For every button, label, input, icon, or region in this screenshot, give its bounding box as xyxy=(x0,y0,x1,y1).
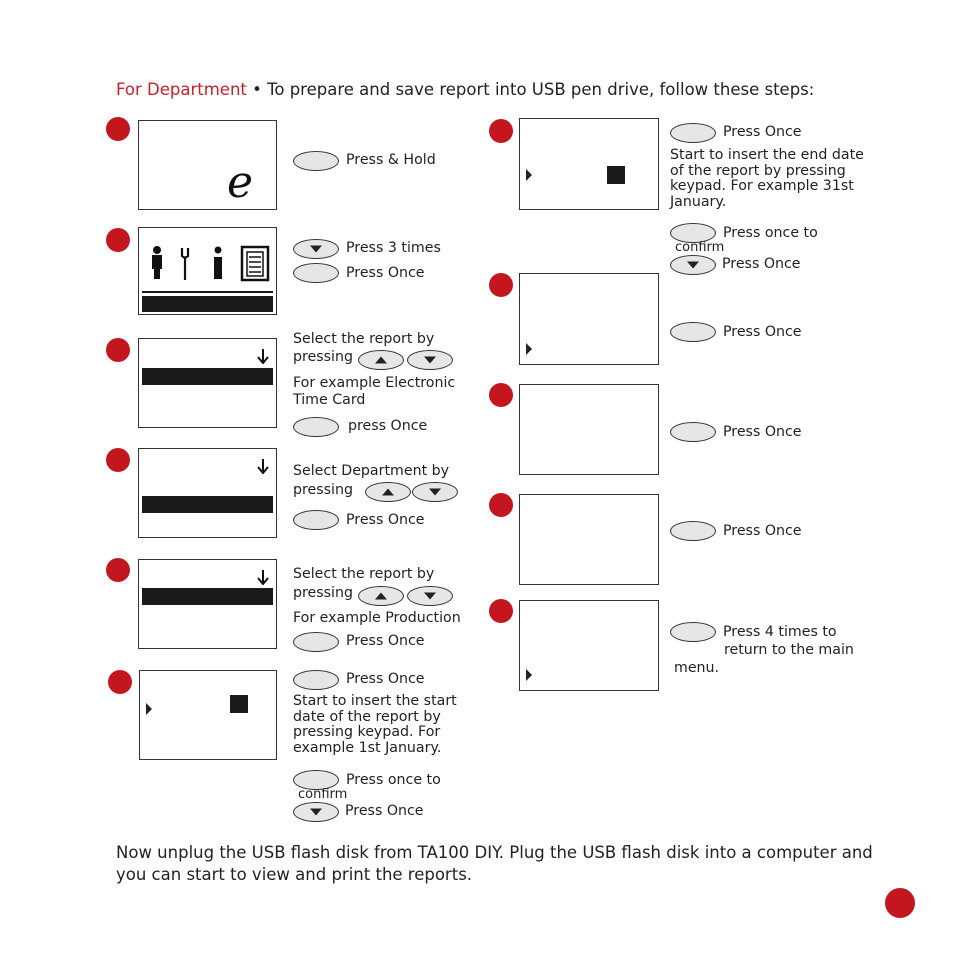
outro-text: Now unplug the USB flash disk from TA100 DIY. Plug the USB flash disk into a computer and you can start to view and print the reports. xyxy=(116,843,873,884)
down-button[interactable] xyxy=(407,586,453,606)
selection-bar xyxy=(142,588,273,605)
step11-press-label-b: return to the main xyxy=(724,642,854,658)
step-dot-8 xyxy=(489,273,513,297)
info-icon xyxy=(214,247,222,280)
step8-press-label: Press Once xyxy=(723,324,802,340)
step-dot-6 xyxy=(108,670,132,694)
step1-press-label: Press & Hold xyxy=(346,152,436,168)
step5-press-label: Press Once xyxy=(346,633,425,649)
wrench-icon xyxy=(182,248,188,280)
step2-press-label-2: Press Once xyxy=(346,265,425,281)
step3-press-label: press Once xyxy=(348,418,428,434)
ok-button[interactable] xyxy=(293,510,339,530)
selection-bar xyxy=(142,496,273,513)
document-icon xyxy=(242,247,268,280)
down-button[interactable] xyxy=(412,482,458,502)
step-dot-3 xyxy=(106,338,130,362)
ok-button[interactable] xyxy=(293,632,339,652)
step2-press-label-1: Press 3 times xyxy=(346,240,441,256)
screen-8 xyxy=(519,273,659,365)
scroll-down-arrow-icon xyxy=(257,458,269,474)
input-cursor xyxy=(607,166,625,184)
ok-button[interactable] xyxy=(293,417,339,437)
screen-3 xyxy=(138,338,277,428)
step-dot-7 xyxy=(489,119,513,143)
step4-press-label: Press Once xyxy=(346,512,425,528)
down-button[interactable] xyxy=(407,350,453,370)
intro-accent: For Department xyxy=(116,80,247,99)
down-button[interactable] xyxy=(670,255,716,275)
logo-e-icon: e xyxy=(227,157,254,208)
step3-example-label: For example Electronic Time Card xyxy=(293,375,456,408)
step7-confirm-label-2: confirm xyxy=(675,240,725,255)
step6-desc: Start to insert the start date of the report by pressing keypad. For example 1st January. xyxy=(293,693,457,756)
step6-press-label-2: Press Once xyxy=(345,803,424,819)
down-button[interactable] xyxy=(293,802,339,822)
screen-10 xyxy=(519,494,659,585)
step-dot-4 xyxy=(106,448,130,472)
step7-press-label-2: Press Once xyxy=(722,256,801,272)
selection-bar xyxy=(142,296,273,312)
step6-confirm-label: Press once to xyxy=(346,772,441,788)
ok-button[interactable] xyxy=(670,422,716,442)
step5-select-label: Select the report by xyxy=(293,566,435,582)
step11-press-label-c: menu. xyxy=(674,660,720,676)
ok-button[interactable] xyxy=(293,263,339,283)
pointer-icon xyxy=(526,169,532,181)
screen-4 xyxy=(138,448,277,538)
scroll-down-arrow-icon xyxy=(257,569,269,585)
menu-button[interactable] xyxy=(670,622,716,642)
ok-button[interactable] xyxy=(670,322,716,342)
step7-press-label: Press Once xyxy=(723,124,802,140)
intro-line xyxy=(116,80,814,99)
screen-6 xyxy=(139,670,277,760)
step6-confirm-label-2: confirm xyxy=(298,787,348,802)
up-button[interactable] xyxy=(358,350,404,370)
step-dot-1 xyxy=(106,117,130,141)
screen-2 xyxy=(138,227,277,315)
step9-press-label: Press Once xyxy=(723,424,802,440)
intro-text: • To prepare and save report into USB pen drive, follow these steps: xyxy=(246,80,815,99)
screen-11 xyxy=(519,600,659,691)
step11-press-label: Press 4 times to xyxy=(723,624,837,640)
step4-pressing-label: pressing xyxy=(293,482,353,498)
menu-button[interactable] xyxy=(293,151,339,171)
ok-button[interactable] xyxy=(670,123,716,143)
page-marker-dot xyxy=(885,888,915,918)
step-dot-10 xyxy=(489,493,513,517)
menu-icons-row xyxy=(147,244,275,284)
pointer-icon xyxy=(526,343,532,355)
down-button[interactable] xyxy=(293,239,339,259)
step-dot-11 xyxy=(489,599,513,623)
person-icon xyxy=(152,246,162,279)
step4-select-label: Select Department by xyxy=(293,463,450,479)
step-dot-5 xyxy=(106,558,130,582)
step10-press-label: Press Once xyxy=(723,523,802,539)
selection-bar xyxy=(142,368,273,385)
screen-9 xyxy=(519,384,659,475)
pointer-icon xyxy=(526,669,532,681)
input-cursor xyxy=(230,695,248,713)
step7-desc: Start to insert the end date of the report by pressing keypad. For example 31st January. xyxy=(670,147,864,210)
step7-confirm-label: Press once to xyxy=(723,225,818,241)
screen-5 xyxy=(138,559,277,649)
step3-pressing-label: pressing xyxy=(293,349,353,365)
step-dot-2 xyxy=(106,228,130,252)
up-button[interactable] xyxy=(358,586,404,606)
ok-button[interactable] xyxy=(670,521,716,541)
screen-7 xyxy=(519,118,659,210)
step-dot-9 xyxy=(489,383,513,407)
divider xyxy=(142,291,273,293)
step5-example-label: For example Production xyxy=(293,610,461,626)
step5-pressing-label: pressing xyxy=(293,585,353,601)
step6-press-label: Press Once xyxy=(346,671,425,687)
up-button[interactable] xyxy=(365,482,411,502)
step3-select-label: Select the report by xyxy=(293,331,435,347)
screen-1 xyxy=(138,120,277,210)
pointer-icon xyxy=(146,703,152,715)
scroll-down-arrow-icon xyxy=(257,348,269,364)
ok-button[interactable] xyxy=(293,670,339,690)
